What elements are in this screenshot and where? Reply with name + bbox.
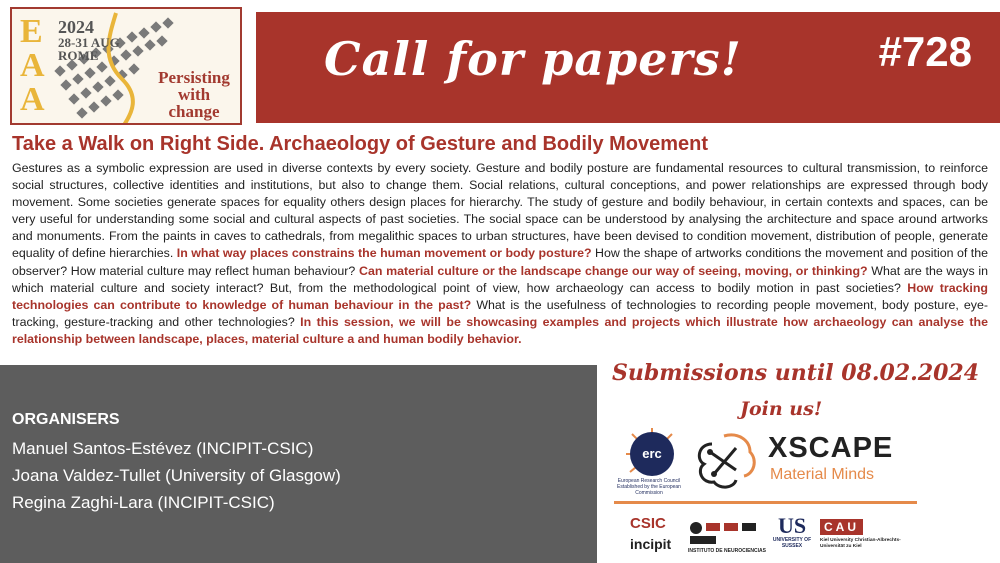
- organiser-name: Manuel Santos-Estévez (INCIPIT-CSIC): [12, 439, 314, 458]
- session-number: #728: [878, 28, 972, 75]
- abstract-highlight: Can material culture or the landscape change our way of seeing, moving, or thinking?: [359, 263, 868, 278]
- session-title: Take a Walk on Right Side. Archaeology of Gesture and Bodily Movement: [12, 133, 709, 155]
- erc-badge: erc: [630, 432, 674, 476]
- abstract-text: What is the usefulness of technologies to recording people movement, body posture, eye-tracking, gesture-tracking and other technologies?: [12, 297, 988, 329]
- instituto-icon: [688, 520, 770, 546]
- instituto-neurociencias-logo: [688, 520, 770, 560]
- xscape-brain-icon: [694, 430, 764, 492]
- organisers-heading: ORGANISERS: [12, 411, 120, 428]
- divider: [614, 501, 917, 504]
- sussex-label: UNIVERSITY OF SUSSEX: [772, 537, 812, 549]
- sussex-mark: US: [777, 513, 807, 538]
- abstract-text: Gestures as a symbolic expression are used in diverse contexts by every society. Gesture and bodily posture are fundamental resources to cultural transmission, to reinforce social structures, collective identities and institutions, but also to change them. Social relations, cultural conceptions, and power relationships are expressed through body movement. Some societies generate spaces for equality others design places for hierarchy. The study of gesture and bodily behaviour, in certain contexts and spaces, can be very useful for understanding some social and cultural aspects of past societies. The social space can be understood by analysing the architecture and space around artworks and monuments. From the paints in caves to cathedrals, from megalithic spaces to urban structures, have been devised to condition movement, distribution of people, generate equality of define hierarchies.: [12, 161, 988, 261]
- erc-label: [614, 478, 684, 496]
- xscape-name: XSCAPE: [768, 432, 894, 464]
- kiel-mark: CAU: [820, 519, 863, 535]
- logo-date-range: 28-31 AUG: [58, 35, 120, 50]
- banner-title: Call for papers!: [324, 32, 742, 86]
- logo-letters: [20, 15, 50, 117]
- logo-letter-a2: A: [20, 81, 45, 118]
- csic-logo: CSIC: [630, 515, 666, 532]
- abstract-highlight: In this session, we will be showcasing examples and projects which illustrate how archaeology can analyse the relationship between landscape, places, material culture a and human bodily behavior.: [12, 314, 988, 346]
- logo-letter-a1: A: [20, 47, 45, 84]
- logo-slogan: [144, 69, 242, 120]
- xscape-subtitle: Material Minds: [770, 466, 875, 483]
- slogan-line: with: [177, 85, 211, 104]
- organiser-name: Regina Zaghi-Lara (INCIPIT-CSIC): [12, 493, 275, 512]
- erc-logo: [614, 428, 682, 496]
- abstract-highlight: In what way places constrains the human movement or body posture?: [176, 246, 592, 261]
- erc-label-name: European Research Council: [617, 478, 681, 484]
- erc-label-sub: Established by the European Commission: [617, 484, 681, 496]
- kiel-label: Kiel University Christian-Albrechts-Universität zu Kiel: [820, 538, 901, 549]
- logo-city: ROME: [58, 48, 99, 63]
- incipit-logo: incipit: [630, 536, 672, 552]
- kiel-logo: [820, 518, 920, 550]
- logo-dates: [58, 36, 120, 62]
- logo-year: 2024: [58, 17, 94, 37]
- instituto-label: INSTITUTO DE NEUROCIENCIAS: [688, 548, 766, 554]
- eaa-logo: [10, 7, 242, 125]
- organisers-panel: [0, 365, 597, 563]
- slogan-line: Persisting: [158, 68, 230, 87]
- submission-deadline: Submissions until 08.02.2024: [612, 360, 980, 386]
- organisers-list: [12, 435, 341, 516]
- logo-letter-e: E: [20, 13, 43, 50]
- session-abstract: [12, 160, 988, 348]
- abstract-highlight: How tracking technologies can contribute to knowledge of human behaviour in the past?: [12, 280, 988, 312]
- abstract-text: What are the ways in which material culture and society interact? But, from the methodological point of view, how archaeology can access to bodily motion in past societies?: [12, 263, 988, 295]
- header-banner: [256, 12, 1000, 123]
- sussex-logo: [770, 515, 814, 549]
- abstract-text: How the shape of artworks conditions the movement and position of the observer? How material culture may reflect human behaviour?: [12, 246, 988, 278]
- slogan-line: change: [168, 102, 220, 121]
- organiser-name: Joana Valdez-Tullet (University of Glasgow): [12, 466, 341, 485]
- join-us: Join us!: [740, 398, 823, 420]
